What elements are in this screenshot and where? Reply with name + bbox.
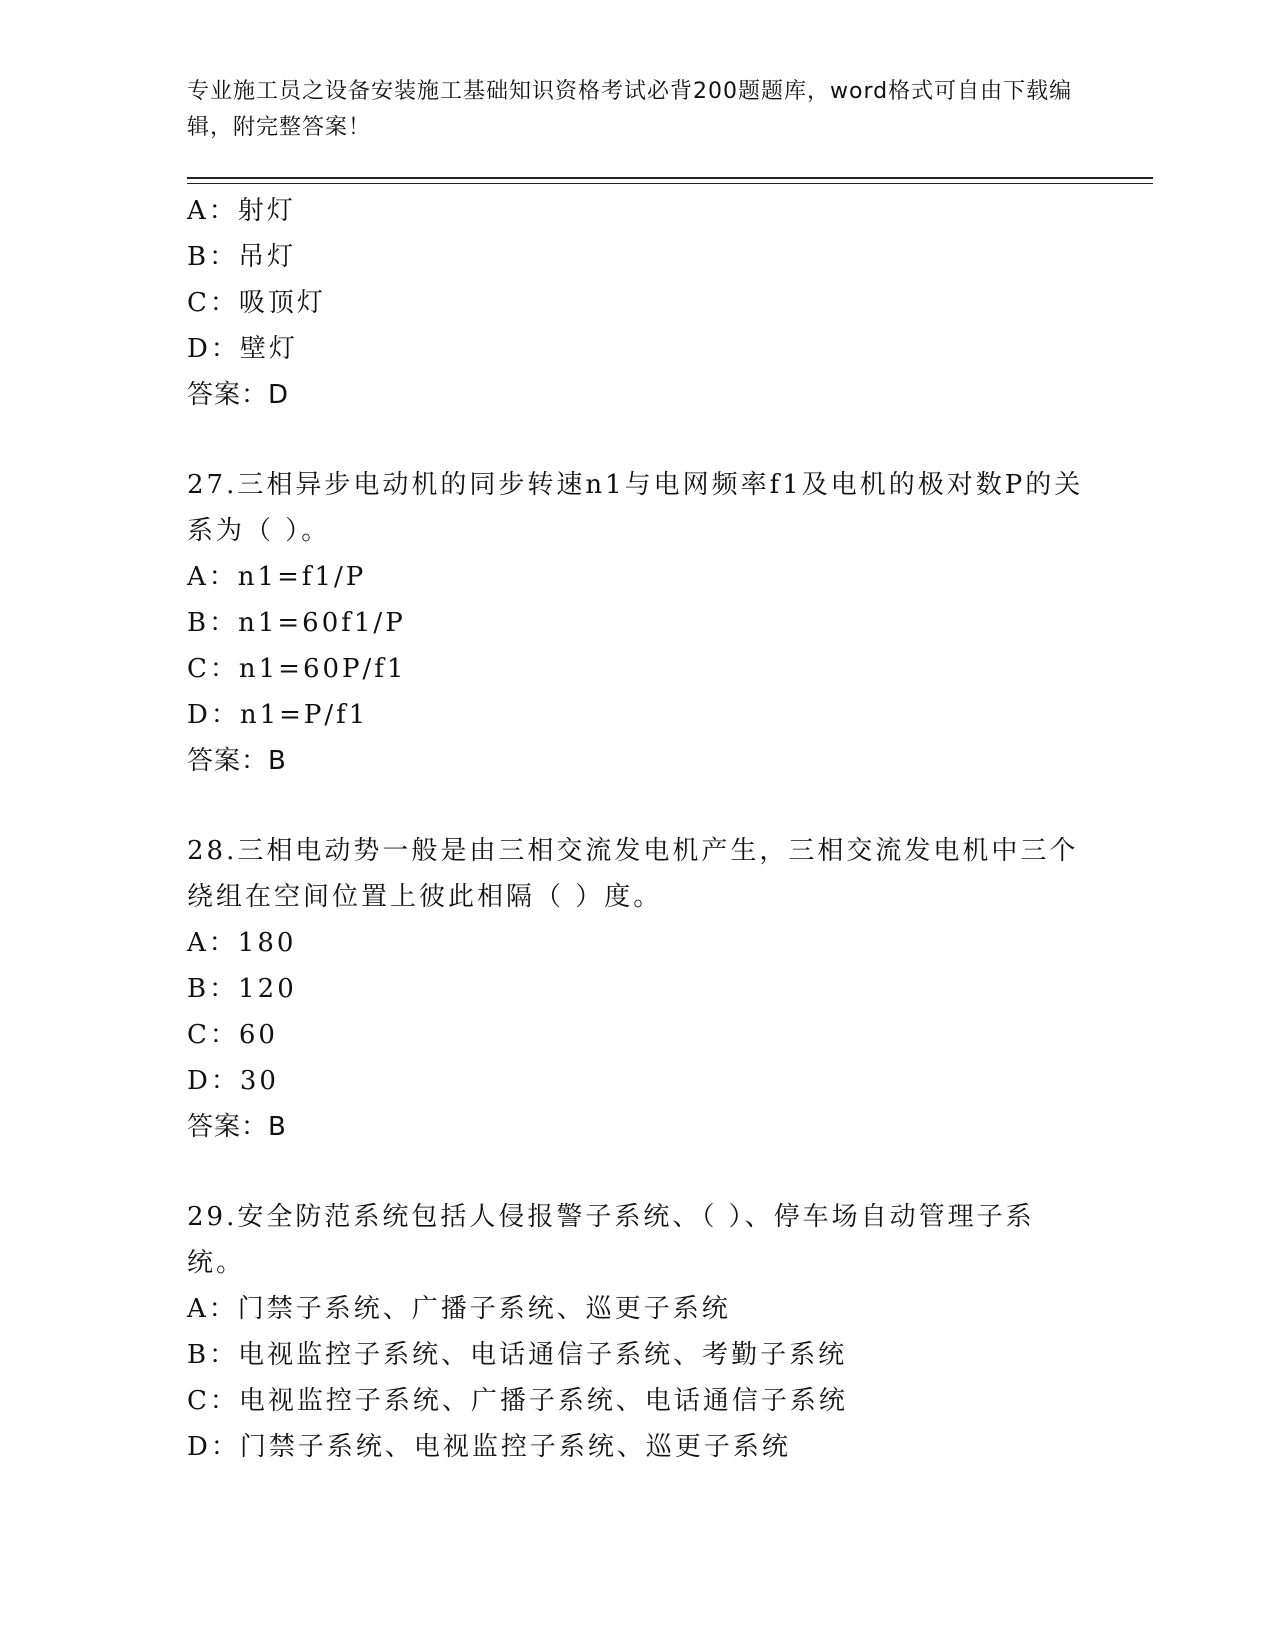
option-d: D：门禁子系统、电视监控子系统、巡更子系统 [187,1432,791,1462]
spacer [187,418,1087,462]
option-a: A：射灯 [187,196,296,226]
question-block-27 [187,462,1087,784]
document-header: 专业施工员之设备安装施工基础知识资格考试必背200题题库，word格式可自由下载编辑，附完整答案！ [187,79,1073,140]
question-text: 27.三相异步电动机的同步转速n1与电网频率f1及电机的极对数P的关系为（ ）。 [187,470,1084,546]
option-c: C：电视监控子系统、广播子系统、电话通信子系统 [187,1386,848,1416]
option-d: D：壁灯 [187,334,298,364]
spacer [187,1150,1087,1194]
answer-line: 答案：B [187,1112,287,1142]
question-block-29 [187,1194,1087,1470]
spacer [187,784,1087,828]
option-b: B：120 [187,974,297,1004]
question-text: 28.三相电动势一般是由三相交流发电机产生，三相交流发电机中三个绕组在空间位置上彼此相隔（ ）度。 [187,836,1079,912]
question-text: 29.安全防范系统包括人侵报警子系统、（ ）、停车场自动管理子系统。 [187,1202,1035,1278]
option-b: B：电视监控子系统、电话通信子系统、考勤子系统 [187,1340,848,1370]
option-b: B：吊灯 [187,242,297,272]
option-a: A：n1=f1/P [187,562,367,592]
option-d: D：30 [187,1066,279,1096]
option-b: B：n1=60f1/P [187,608,406,638]
header-rule-thick [187,177,1153,179]
option-c: C：吸顶灯 [187,288,326,318]
question-block-28 [187,828,1087,1150]
option-d: D：n1=P/f1 [187,700,369,730]
option-c: C：n1=60P/f1 [187,654,407,684]
question-list [187,188,1087,1470]
answer-line: 答案：B [187,746,287,776]
header-rule-thin [187,183,1153,184]
option-a: A：180 [187,928,297,958]
answer-line: 答案：D [187,380,290,410]
question-block-26 [187,188,1087,418]
option-a: A：门禁子系统、广播子系统、巡更子系统 [187,1294,731,1324]
option-c: C：60 [187,1020,278,1050]
